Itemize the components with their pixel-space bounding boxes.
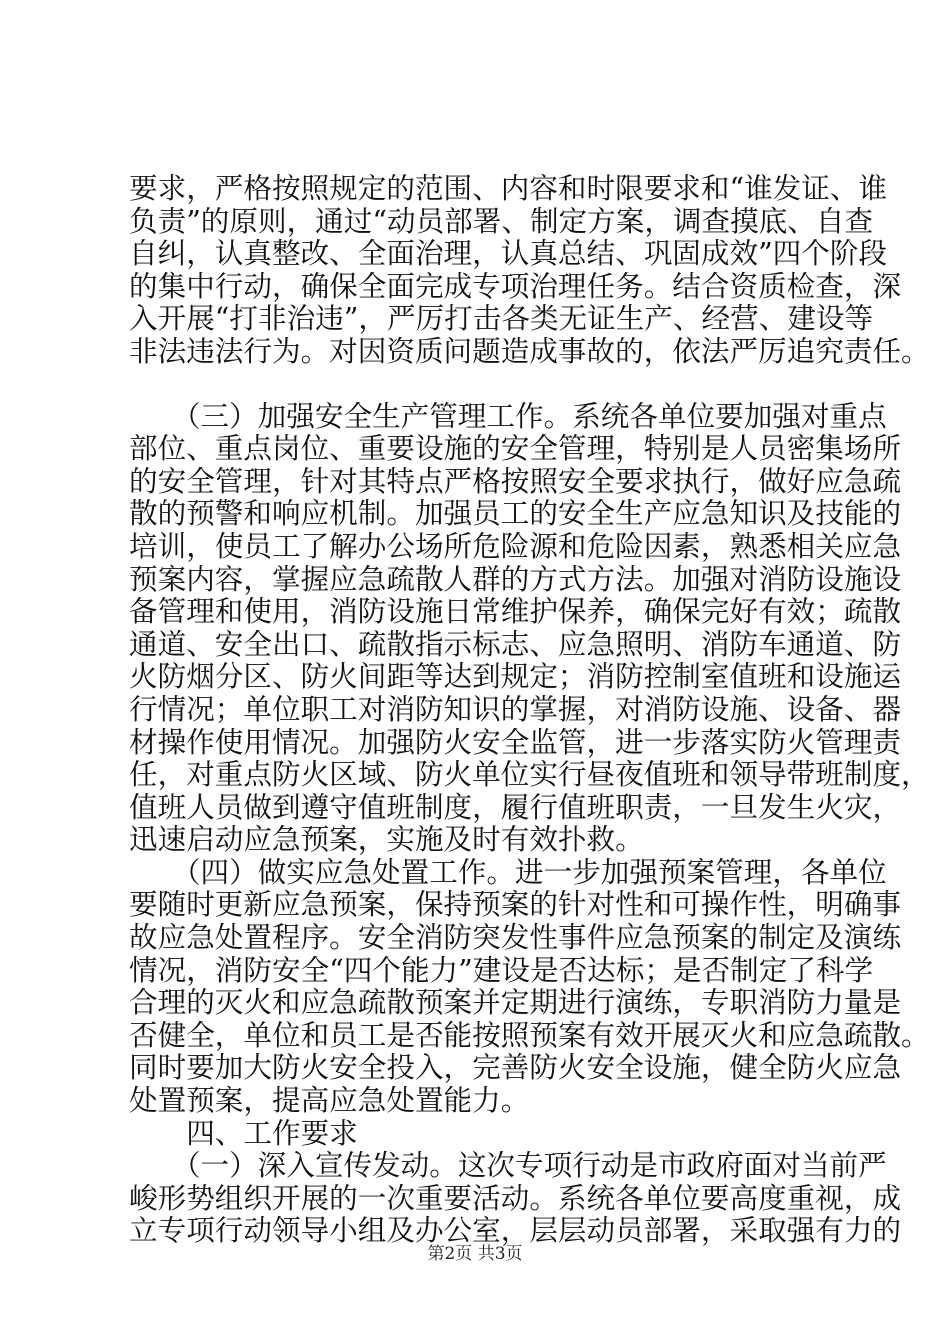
text-line: 任，对重点防火区域、防火单位实行昼夜值班和领导带班制度， <box>129 757 930 792</box>
text-line: 迅速启动应急预案，实施及时有效扑救。 <box>129 822 644 857</box>
paragraph-emergency-response <box>129 854 930 1118</box>
text-line: 的集中行动，确保全面完成专项治理任务。结合资质检查，深 <box>129 268 902 303</box>
text-line: 同时要加大防火安全投入，完善防火安全设施，健全防火应急 <box>129 1050 902 1085</box>
section-heading-work-requirements <box>129 1117 849 1150</box>
text-line: 非法违法行为。对因资质问题造成事故的，依法严厉追究责任。 <box>129 333 930 368</box>
text-line: 合理的灭火和应急疏散预案并定期进行演练，专职消防力量是 <box>129 985 902 1020</box>
text-line: 预案内容，掌握应急疏散人群的方式方法。加强对消防设施设 <box>129 561 902 596</box>
text-line: 处置预案，提高应急处置能力。 <box>129 1083 530 1118</box>
text-line: 行情况；单位职工对消防知识的掌握，对消防设施、设备、器 <box>129 691 902 726</box>
text-line: 部位、重点岗位、重要设施的安全管理，特别是人员密集场所 <box>129 431 902 466</box>
paragraph-safety-management <box>129 398 930 857</box>
text-line: 培训，使员工了解办公场所危险源和危险因素，熟悉相关应急 <box>129 528 902 563</box>
text-line: 火防烟分区、防火间距等达到规定；消防控制室值班和设施运 <box>129 659 902 694</box>
text-line: 值班人员做到遵守值班制度，履行值班职责，一旦发生火灾， <box>129 789 902 824</box>
document-body <box>129 171 930 1248</box>
text-line: 要随时更新应急预案，保持预案的针对性和可操作性，明确事 <box>129 887 902 922</box>
paragraph-publicity <box>129 1148 902 1248</box>
text-line: 故应急处置程序。安全消防突发性事件应急预案的制定及演练 <box>129 920 902 955</box>
text-line: （四）做实应急处置工作。进一步加强预案管理，各单位 <box>129 854 887 889</box>
text-line: 要求，严格按照规定的范围、内容和时限要求和“谁发证、谁 <box>129 171 888 205</box>
text-line: 自纠，认真整改、全面治理，认真总结、巩固成效”四个阶段 <box>129 236 888 271</box>
paragraph-gap <box>129 368 849 400</box>
text-line: 否健全，单位和员工是否能按照预案有效开展灭火和应急疏散。 <box>129 1017 930 1052</box>
text-line: 入开展“打非治违”，严厉打击各类无证生产、经营、建设等 <box>129 301 874 336</box>
text-line: 的安全管理，针对其特点严格按照安全要求执行，做好应急疏 <box>129 463 902 498</box>
text-line: 情况，消防安全“四个能力”建设是否达标；是否制定了科学 <box>129 952 874 987</box>
page-footer: 第2页 共3页 <box>427 1244 523 1264</box>
text-line: 备管理和使用，消防设施日常维护保养，确保完好有效；疏散 <box>129 594 902 629</box>
text-line: 立专项行动领导小组及办公室，层层动员部署，采取强有力的 <box>129 1213 902 1248</box>
section-heading: 四、工作要求 <box>129 1115 358 1150</box>
text-line: （一）深入宣传发动。这次专项行动是市政府面对当前严 <box>129 1148 887 1183</box>
text-line: 通道、安全出口、疏散指示标志、应急照明、消防车通道、防 <box>129 626 902 661</box>
text-line: 负责”的原则，通过“动员部署、制定方案，调查摸底、自查 <box>129 203 874 238</box>
text-line: 散的预警和响应机制。加强员工的安全生产应急知识及技能的 <box>129 496 902 531</box>
text-line: （三）加强安全生产管理工作。系统各单位要加强对重点 <box>129 398 887 433</box>
text-line: 材操作使用情况。加强防火安全监管，进一步落实防火管理责 <box>129 724 902 759</box>
paragraph-qualification <box>129 171 930 368</box>
text-line: 峻形势组织开展的一次重要活动。系统各单位要高度重视，成 <box>129 1180 902 1215</box>
